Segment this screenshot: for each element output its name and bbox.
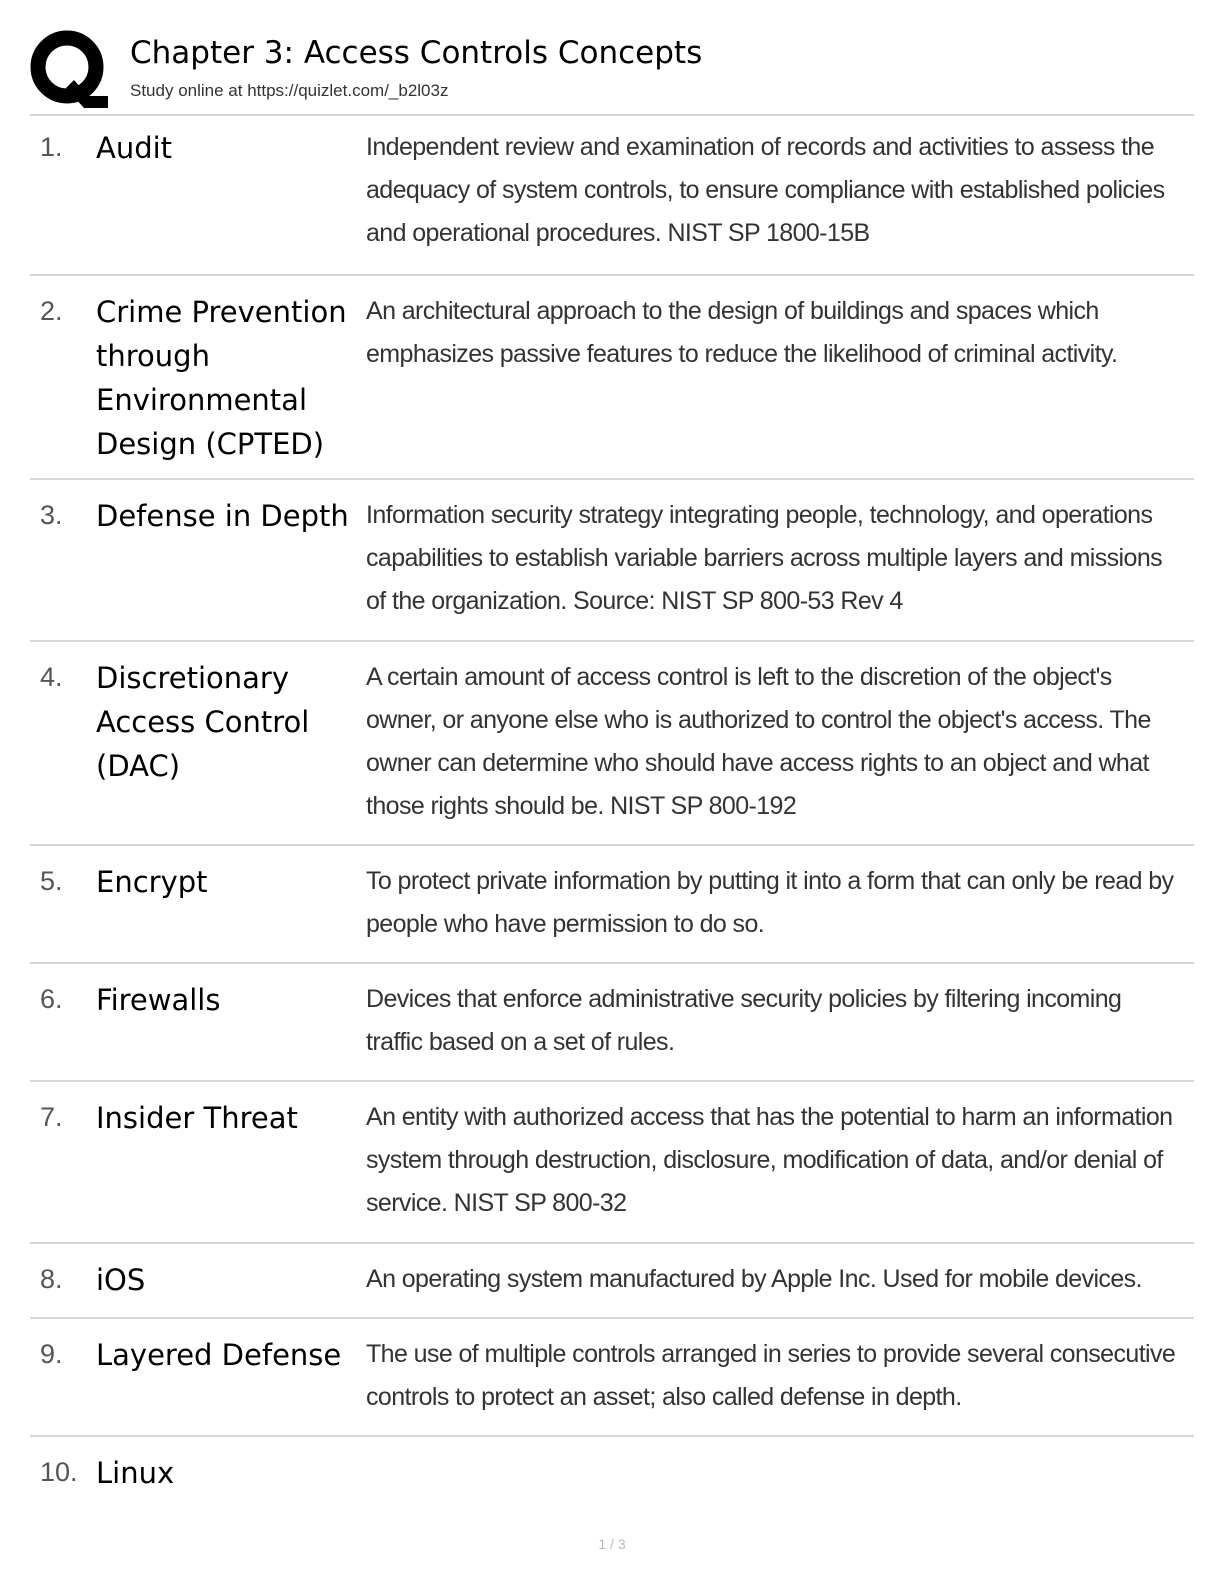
term-number: 3. [40,500,63,530]
term-row [30,1244,1194,1319]
page-title: Chapter 3: Access Controls Concepts [130,35,703,71]
term-row [30,1082,1194,1244]
term-number: 2. [40,296,63,326]
term-number: 1. [40,132,63,162]
term-definition: Information security strategy integrating people, technology, and operations capabilities to establish variable barriers across multiple layers and missions of the organization. Source: NIST SP 800-53 Rev 4 [366,501,1163,615]
term-number: 6. [40,984,63,1014]
term-title: Insider Threat [96,1101,298,1135]
term-definition: An entity with authorized access that has the potential to harm an information system through destruction, disclosure, modification of data, and/or denial of service. NIST SP 800-32 [366,1103,1173,1217]
term-definition: Devices that enforce administrative security policies by filtering incoming traffic based on a set of rules. [366,985,1122,1056]
term-number: 7. [40,1102,63,1132]
term-number: 9. [40,1339,63,1369]
term-definition: Independent review and examination of records and activities to assess the adequacy of system controls, to ensure compliance with established policies and operational procedures. NIST SP 1800-15B [366,133,1165,247]
term-title: Encrypt [96,865,208,899]
term-title: Crime Prevention through Environmental Design (CPTED) [96,295,347,461]
quizlet-logo-icon [30,30,108,108]
term-definition: An operating system manufactured by Apple Inc. Used for mobile devices. [366,1265,1142,1293]
term-number: 10. [40,1457,78,1487]
term-definition [366,1451,1194,1507]
term-title: Layered Defense [96,1338,342,1372]
term-row [30,1319,1194,1437]
term-title: Discretionary Access Control (DAC) [96,661,310,783]
term-row [30,116,1194,276]
term-title: Defense in Depth [96,499,349,533]
term-definition: To protect private information by putting it into a form that can only be read by people who have permission to do so. [366,867,1174,938]
term-row [30,642,1194,846]
term-row [30,1437,1194,1507]
term-definition: The use of multiple controls arranged in series to provide several consecutive controls to protect an asset; also called defense in depth. [366,1340,1176,1411]
term-number: 4. [40,662,63,692]
term-title: Firewalls [96,983,221,1017]
term-title: Audit [96,131,173,165]
term-definition: A certain amount of access control is left to the discretion of the object's owner, or anyone else who is authorized to control the object's access. The owner can determine who should have access rights to an object and what those rights should be. NIST SP 800-192 [366,663,1151,820]
term-row [30,846,1194,964]
term-title: iOS [96,1263,146,1297]
term-row [30,276,1194,480]
term-number: 5. [40,866,63,896]
term-list [30,116,1194,1507]
term-row [30,480,1194,642]
term-number: 8. [40,1264,63,1294]
term-title: Linux [96,1456,175,1490]
study-online-link[interactable]: Study online at https://quizlet.com/_b2l03z [130,81,449,100]
page-header [30,28,1194,116]
page-number: 1 / 3 [598,1536,626,1552]
term-row [30,964,1194,1082]
term-definition: An architectural approach to the design of buildings and spaces which emphasizes passive features to reduce the likelihood of criminal activity. [366,297,1118,368]
